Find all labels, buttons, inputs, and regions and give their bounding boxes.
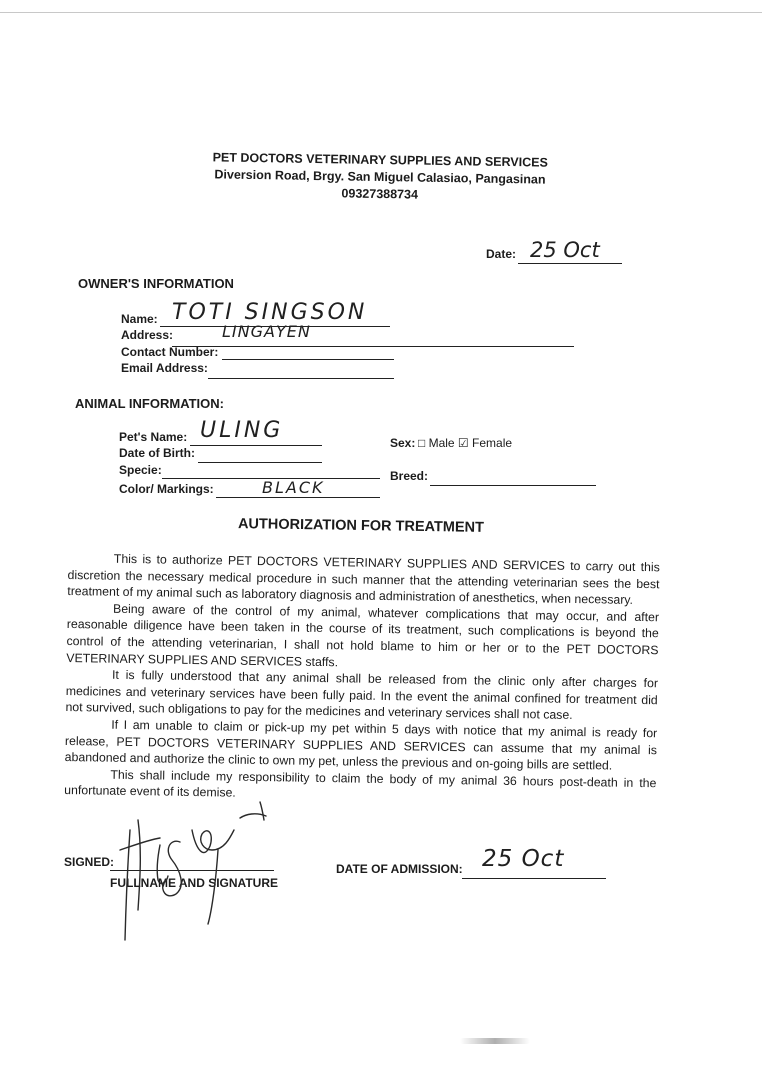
owner-email-label: Email Address: (121, 361, 208, 375)
owner-name-value[interactable]: TOTI SINGSON (172, 300, 368, 325)
admission-label: DATE OF ADMISSION: (336, 862, 463, 876)
admission-underline (462, 878, 606, 879)
authorization-paragraph: This shall include my responsibility to claim the body of my animal 36 hours post-death in the unfortunate event of its demise. (64, 767, 657, 800)
scan-edge-line (0, 12, 762, 13)
breed-underline (430, 485, 596, 486)
clinic-name: PET DOCTORS VETERINARY SUPPLIES AND SERVICES (212, 150, 548, 170)
owner-email-underline (208, 378, 394, 379)
scan-smudge (460, 1038, 530, 1044)
dob-label: Date of Birth: (119, 446, 195, 460)
signed-label: SIGNED: (64, 855, 115, 869)
pet-name-underline (190, 445, 322, 446)
date-label: Date: (486, 247, 517, 261)
dob-underline (198, 462, 322, 463)
authorization-paragraph: If I am unable to claim or pick-up my pet within 5 days with notice that my animal is ready for release, PET DOCTORS VETERINARY SUPPLIES AND SERVICES can assume that my animal is abandoned and authorize the clinic to own my pet, unless the previous and on-going bills are settled. (64, 717, 658, 773)
authorization-body (64, 550, 660, 808)
owner-address-label: Address: (121, 328, 174, 342)
color-label: Color/ Markings: (119, 482, 214, 496)
authorization-paragraph: This is to authorize PET DOCTORS VETERINARY SUPPLIES AND SERVICES to carry out this discretion the necessary medical procedure in such manner that the attending veterinarian sees the best treatment of my animal such as laboratory diagnosis and administration of anesthetics, when necessary. (67, 551, 660, 608)
color-underline (216, 497, 380, 498)
animal-section-title: ANIMAL INFORMATION: (75, 396, 224, 411)
clinic-header (150, 148, 611, 206)
authorization-paragraph: Being aware of the control of my animal, whatever complications that may occur, and after reasonable diligence have been taken in the course of its treatment, such complications is beyond the control of the attending veterinarian, I shall not hold blame to him or her or to the PET DOCTORS VETERINARY SUPPLIES AND SERVICES staffs. (66, 601, 660, 669)
clinic-address: Diversion Road, Brgy. San Miguel Calasiao, Pangasinan (214, 167, 546, 187)
pet-name-value[interactable]: ULING (200, 418, 284, 443)
owner-address-underline (172, 346, 574, 347)
sex-label: Sex: (390, 436, 416, 450)
owner-name-label: Name: (121, 312, 158, 326)
date-value[interactable]: 25 Oct (530, 238, 600, 262)
specie-label: Specie: (119, 463, 162, 477)
authorization-title: AUTHORIZATION FOR TREATMENT (237, 516, 485, 536)
date-underline (518, 263, 622, 264)
owner-contact-label: Contact Number: (121, 345, 219, 359)
owner-address-value[interactable]: LINGAYEN (222, 322, 311, 341)
signature-caption: FULLNAME AND SIGNATURE (110, 876, 278, 890)
pet-name-label: Pet's Name: (119, 430, 188, 444)
admission-value[interactable]: 25 Oct (482, 846, 565, 872)
color-value[interactable]: BLACK (262, 478, 325, 497)
owner-contact-underline (222, 359, 394, 360)
authorization-paragraph: It is fully understood that any animal shall be released from the clinic only after charges for medicines and veterinary services have been fully paid. In the event the animal confined for treatment did not survived, such obligations to pay for the medicines and veterinary services shall not case. (65, 667, 659, 723)
owner-section-title: OWNER'S INFORMATION (78, 276, 234, 291)
clinic-phone: 09327388734 (341, 186, 419, 202)
sex-options[interactable]: □ Male ☑ Female (418, 436, 513, 450)
handwritten-signature[interactable] (100, 790, 290, 950)
breed-label: Breed: (390, 469, 429, 483)
